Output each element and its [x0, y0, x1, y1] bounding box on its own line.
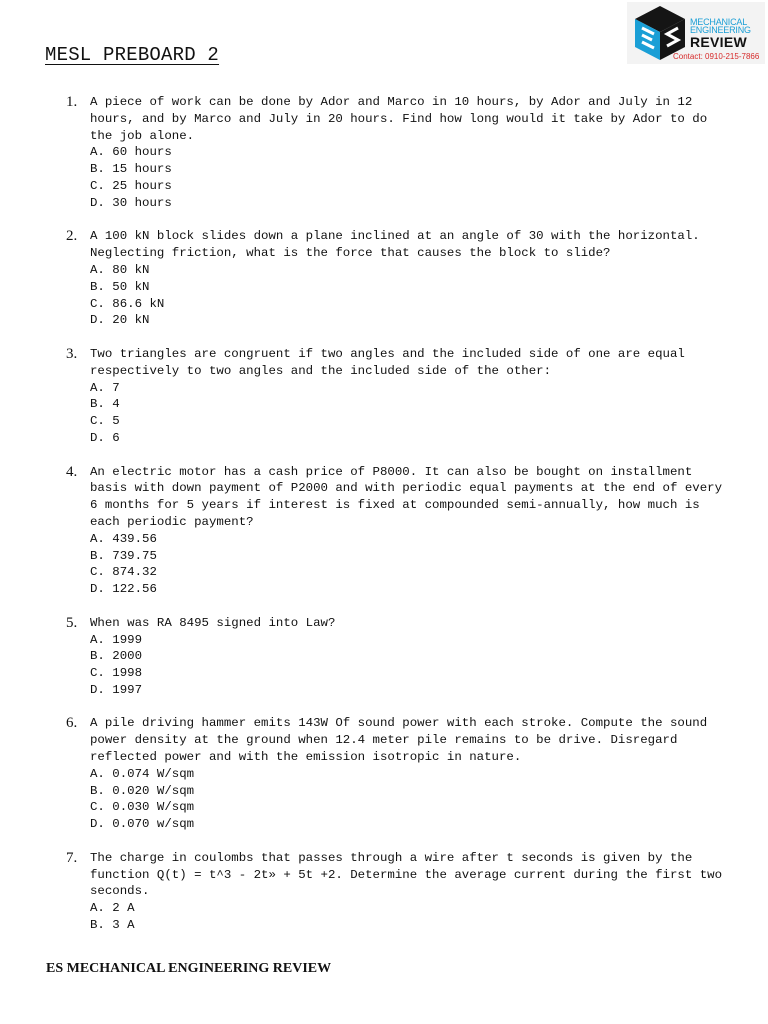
question-number: 3.	[66, 345, 78, 362]
question-item	[66, 615, 726, 699]
question-number: 1.	[66, 94, 78, 110]
option-a: A. 7	[90, 380, 120, 395]
question-item	[66, 463, 730, 598]
option-c: C. 5	[90, 414, 120, 429]
question-item	[66, 346, 726, 447]
option-c: C. 0.030 W/sqm	[90, 800, 195, 815]
option-a: A. 1999	[90, 632, 143, 647]
option-d: D. 20 kN	[90, 313, 150, 328]
page-title: MESL PREBOARD 2	[45, 44, 220, 66]
question-number: 2.	[66, 228, 78, 245]
option-d: D. 1997	[90, 682, 143, 697]
option-b: B. 2000	[90, 649, 143, 664]
question-text: The charge in coulombs that passes through a wire after t seconds is given by the function Q(t) = t^3 - 2t» + 5t +2. Determine the average current during the first two seconds.	[90, 850, 730, 899]
question-number: 4.	[66, 463, 78, 480]
logo-text-review: REVIEW	[690, 34, 748, 50]
option-c: C. 25 hours	[90, 178, 172, 193]
question-item	[66, 715, 726, 833]
option-c: C. 86.6 kN	[90, 296, 165, 311]
option-b: B. 739.75	[90, 548, 157, 563]
question-number: 7.	[66, 849, 78, 866]
option-a: A. 2 A	[90, 901, 135, 916]
logo-text-mechanical: MECHANICAL	[690, 17, 748, 27]
question-number: 6.	[66, 715, 78, 732]
question-text: A pile driving hammer emits 143W Of sound power with each stroke. Compute the sound power density at the ground when 12.4 meter pile remains to be drive. Disregard reflected power and with the emission isotropic in nature.	[90, 716, 715, 765]
option-c: C. 874.32	[90, 565, 157, 580]
option-d: D. 122.56	[90, 582, 157, 597]
option-a: A. 439.56	[90, 531, 157, 546]
option-a: A. 60 hours	[90, 145, 172, 160]
question-text: Two triangles are congruent if two angles and the included side of one are equal respectively to two angles and the included side of the other:	[90, 346, 693, 378]
question-number: 5.	[66, 614, 78, 631]
question-text: A 100 kN block slides down a plane inclined at an angle of 30 with the horizontal. Neglecting friction, what is the force that causes the block to slide?	[90, 229, 708, 261]
question-text: An electric motor has a cash price of P8000. It can also be bought on installment basis with down payment of P2000 and with periodic equal payments at the end of every 6 months for 5 years if interest is fixed at compounded semi-annually, how much is each periodic payment?	[90, 464, 730, 529]
option-b: B. 15 hours	[90, 162, 172, 177]
option-d: D. 0.070 w/sqm	[90, 817, 195, 832]
option-c: C. 1998	[90, 666, 143, 681]
logo-text-engineering: ENGINEERING	[690, 25, 751, 35]
footer-text: ES MECHANICAL ENGINEERING REVIEW	[46, 961, 332, 976]
question-item	[66, 94, 726, 212]
option-d: D. 6	[90, 430, 120, 445]
question-text: A piece of work can be done by Ador and Marco in 10 hours, by Ador and July in 12 hours, and by Marco and July in 20 hours. Find how long would it take by Ador to do the job alone.	[90, 95, 715, 143]
logo-contact: Contact: 0910-215-7866	[673, 52, 760, 61]
option-a: A. 0.074 W/sqm	[90, 766, 195, 781]
option-b: B. 50 kN	[90, 279, 150, 294]
option-d: D. 30 hours	[90, 195, 172, 210]
option-a: A. 80 kN	[90, 262, 150, 277]
review-logo	[627, 2, 765, 64]
question-item	[66, 849, 730, 934]
question-text: When was RA 8495 signed into Law?	[90, 615, 336, 630]
question-list	[66, 94, 730, 951]
option-b: B. 0.020 W/sqm	[90, 783, 195, 798]
question-item	[66, 228, 726, 329]
option-b: B. 4	[90, 397, 120, 412]
option-b: B. 3 A	[90, 918, 135, 933]
